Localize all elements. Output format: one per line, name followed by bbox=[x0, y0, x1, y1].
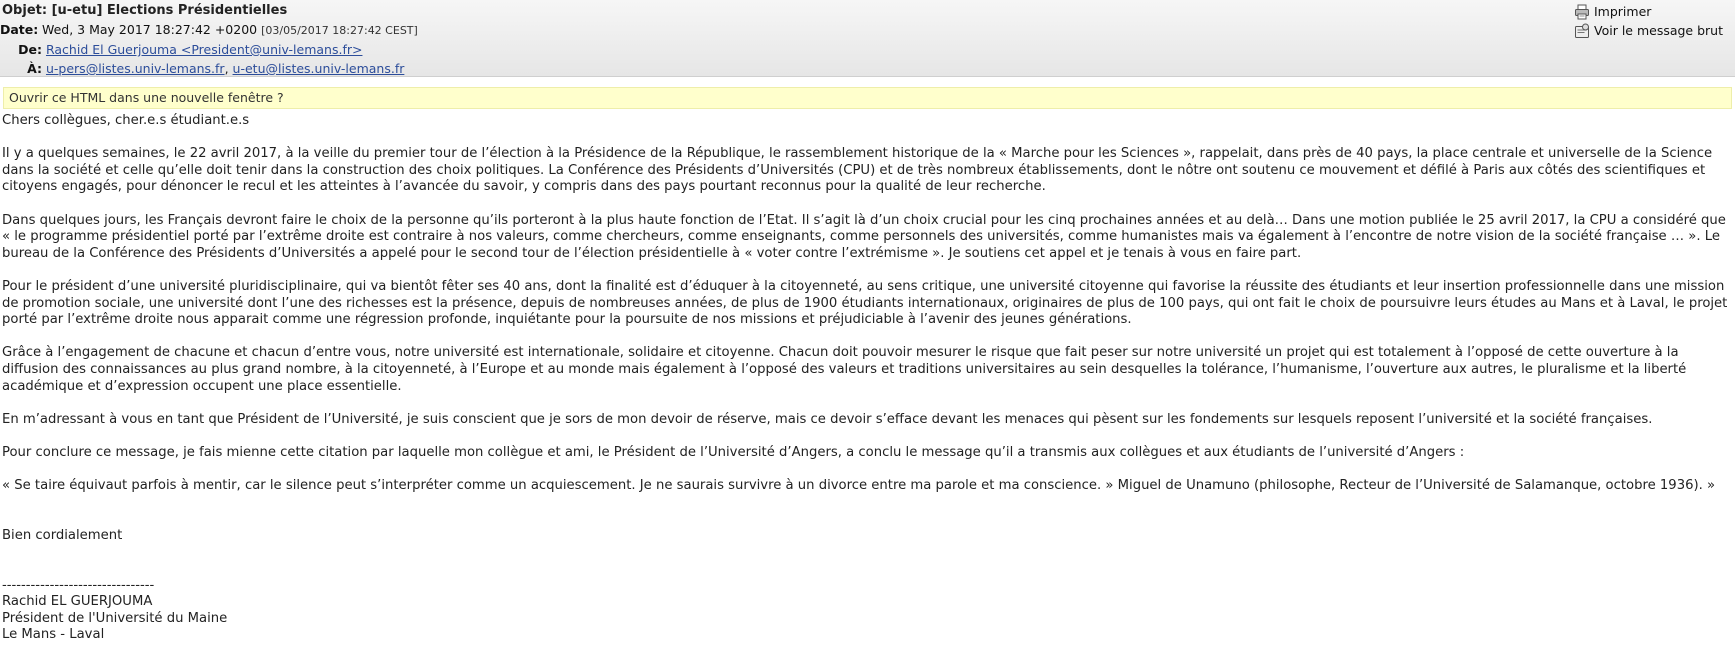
raw-message-button[interactable] bbox=[1574, 21, 1723, 40]
raw-message-icon bbox=[1574, 23, 1590, 39]
to-label: À: bbox=[27, 61, 42, 76]
raw-message-label: Voir le message brut bbox=[1594, 23, 1723, 38]
message-body bbox=[0, 109, 1735, 644]
paragraph-5: En m’adressant à vous en tant que Président de l’Université, je suis conscient que je sors de mon devoir de réserve, mais ce devoir s’efface devant les menaces qui pèsent sur les fondements sur lesquels reposent l’université et la société françaises. bbox=[2, 411, 1653, 427]
from-row bbox=[0, 40, 1735, 59]
from-label: De: bbox=[18, 42, 42, 57]
date-local: [03/05/2017 18:27:42 CEST] bbox=[261, 24, 418, 37]
date-label: Date: bbox=[0, 22, 39, 37]
date-value: Wed, 3 May 2017 18:27:42 +0200 bbox=[41, 22, 258, 37]
signature-separator: -------------------------------- bbox=[2, 577, 155, 593]
print-label: Imprimer bbox=[1594, 4, 1652, 19]
signature-name: Rachid EL GUERJOUMA bbox=[2, 594, 153, 610]
print-button[interactable] bbox=[1574, 2, 1723, 21]
paragraph-4: Grâce à l’engagement de chacune et chacun d’entre vous, notre université est internationale, solidaire et citoyenne. Chacun doit pouvoir mesurer le risque que fait peser sur notre université un projet qui est totalement à l’opposé de cette ouverture à la diffusion des connaissances au plus grand nombre, à la citoyenneté, à l’Europe et au monde mais également à l’opposé des valeurs et traditions universitaires au sein desquelles la tolérance, l’humanisme, l’ouverture aux autres, le pluralisme et la liberté académique et d’expression occupent une place essentielle. bbox=[2, 345, 1687, 394]
printer-icon bbox=[1574, 4, 1590, 20]
subject-label: Objet: bbox=[2, 3, 48, 18]
to-row bbox=[0, 59, 1735, 78]
paragraph-1: Il y a quelques semaines, le 22 avril 2017, à la veille du premier tour de l’élection à la Présidence de la République, le rassemblement historique de la « Marche pour les Sciences », rappelait, dans près de 40 pays, la place centrale et universelle de la Science dans la société et celle qu’elle doit tenir dans la construction des choix politiques. La Conférence des Présidents d’Universités (CPU) et de très nombreux établissements, dont le nôtre ont soutenu ce mouvement et défilé à Paris aux côtés des scientifiques et citoyens engagés, pour dénoncer le recul et les atteintes à l’avancée du savoir, y compris dans des pays pourtant reconnus pour la qualité de leur recherche. bbox=[2, 146, 1713, 195]
paragraph-6: Pour conclure ce message, je fais mienne cette citation par laquelle mon collègue et ami, le Président de l’Université d’Angers, a conclu le message qu’il a transmis aux collègues et aux étudiants de l’université d’Angers : bbox=[2, 444, 1465, 460]
subject-row bbox=[0, 1, 1735, 20]
to-link-etu[interactable]: u-etu@listes.univ-lemans.fr bbox=[232, 61, 405, 76]
to-separator: , bbox=[224, 61, 229, 76]
date-row bbox=[0, 20, 1735, 40]
quote-paragraph: « Se taire équivaut parfois à mentir, car le silence peut s’interpréter comme un acquiescement. Je ne saurais survivre à un divorce entre ma parole et ma conscience. » Miguel de Unamuno (philosophe, Recteur de l’Université de Salamanque, octobre 1936). » bbox=[2, 478, 1716, 494]
subject-text: [u-etu] Elections Présidentielles bbox=[51, 3, 288, 18]
closing: Bien cordialement bbox=[2, 527, 123, 543]
open-html-new-window-link[interactable]: Ouvrir ce HTML dans une nouvelle fenêtre ? bbox=[3, 87, 1732, 109]
from-link[interactable]: Rachid El Guerjouma <President@univ-lemans.fr> bbox=[45, 42, 363, 57]
to-link-pers[interactable]: u-pers@listes.univ-lemans.fr bbox=[45, 61, 225, 76]
paragraph-2: Dans quelques jours, les Français devront faire le choix de la personne qu’ils porteront à la plus haute fonction de l’Etat. Il s’agit là d’un choix crucial pour les cinq prochaines années et au delà… Dans une motion publiée le 25 avril 2017, la CPU a considéré que « le programme présidentiel porté par l’extrême droite est contraire à nos valeurs, comme chercheurs, comme enseignants, comme personnels des universités, comme humanistes mais va également à l’encontre de notre vision de la société française … ». Le bureau de la Conférence des Présidents d’Universités a appelé pour le second tour de l’élection présidentielle à « voter contre l’extrémisme ». Je soutiens cet appel et je tenais à vous en faire part. bbox=[2, 212, 1726, 261]
signature-title: Président de l'Université du Maine bbox=[2, 610, 228, 626]
message-actions bbox=[1574, 2, 1723, 40]
message-header bbox=[0, 0, 1735, 77]
signature-location: Le Mans - Laval bbox=[2, 627, 105, 643]
paragraph-3: Pour le président d’une université pluridisciplinaire, qui va bientôt fêter ses 40 ans, dont la finalité est d’éduquer à la citoyenneté, au sens critique, une université citoyenne qui favorise la réussite des étudiants et leur insertion professionnelle dans une mission de promotion sociale, une université dont l’une des richesses est la présence, depuis de nombreuses années, de plus de 1900 étudiants internationaux, originaires de plus de 100 pays, qui ont fait le choix de poursuivre leurs études au Mans et à Laval, le projet porté par l’extrême droite nous apparait comme une régression profonde, inquiétante pour la poursuite de nos missions et préjudiciable à l’avenir des jeunes générations. bbox=[2, 278, 1728, 328]
greeting: Chers collègues, cher.e.s étudiant.e.s bbox=[2, 113, 250, 128]
